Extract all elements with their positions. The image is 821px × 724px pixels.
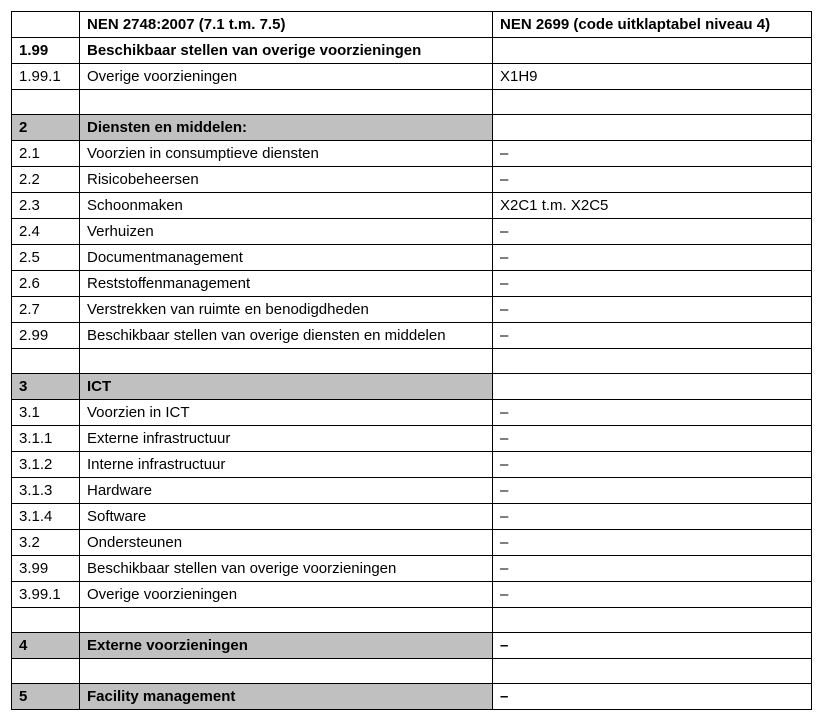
- cell-desc: Software: [80, 504, 493, 530]
- table-row: [12, 141, 812, 167]
- cell-code: 2.7: [12, 297, 80, 323]
- cell-desc: Risicobeheersen: [80, 167, 493, 193]
- cell-nen: –: [493, 323, 812, 349]
- table-row: [12, 245, 812, 271]
- cell-desc: Beschikbaar stellen van overige diensten en middelen: [80, 323, 493, 349]
- spacer-row: [12, 659, 812, 684]
- cell-desc: Diensten en middelen:: [80, 115, 493, 141]
- cell-desc: ICT: [80, 374, 493, 400]
- table-row: [12, 426, 812, 452]
- cell-desc: Verstrekken van ruimte en benodigdheden: [80, 297, 493, 323]
- cell-nen: –: [493, 271, 812, 297]
- cell-code: 2.4: [12, 219, 80, 245]
- cell-desc: Ondersteunen: [80, 530, 493, 556]
- cell-desc: Beschikbaar stellen van overige voorzieningen: [80, 38, 493, 64]
- header-code: [12, 12, 80, 38]
- cell-nen: X2C1 t.m. X2C5: [493, 193, 812, 219]
- section-row: [12, 633, 812, 659]
- nen-mapping-table: [11, 11, 812, 710]
- table-row: [12, 452, 812, 478]
- cell-code: 1.99: [12, 38, 80, 64]
- table-row: [12, 219, 812, 245]
- cell-code: 2.99: [12, 323, 80, 349]
- table-row: [12, 556, 812, 582]
- table-row: [12, 530, 812, 556]
- spacer-row: [12, 608, 812, 633]
- table-row: [12, 64, 812, 90]
- cell-nen: –: [493, 452, 812, 478]
- spacer-row: [12, 349, 812, 374]
- table-row: [12, 297, 812, 323]
- cell-desc: Voorzien in ICT: [80, 400, 493, 426]
- cell-desc: Externe infrastructuur: [80, 426, 493, 452]
- cell-nen: –: [493, 504, 812, 530]
- table-row: [12, 323, 812, 349]
- cell-nen: [493, 659, 812, 684]
- cell-nen: –: [493, 141, 812, 167]
- spacer-row: [12, 90, 812, 115]
- cell-code: [12, 349, 80, 374]
- cell-desc: Overige voorzieningen: [80, 582, 493, 608]
- table-row: [12, 38, 812, 64]
- cell-code: 2.3: [12, 193, 80, 219]
- cell-nen: –: [493, 245, 812, 271]
- section-row: [12, 115, 812, 141]
- cell-desc: Facility management: [80, 684, 493, 710]
- cell-nen: X1H9: [493, 64, 812, 90]
- cell-code: 3.99.1: [12, 582, 80, 608]
- cell-code: 4: [12, 633, 80, 659]
- cell-nen: –: [493, 530, 812, 556]
- cell-desc: [80, 659, 493, 684]
- cell-nen: –: [493, 582, 812, 608]
- cell-code: 2.2: [12, 167, 80, 193]
- table-row: [12, 167, 812, 193]
- cell-code: 3: [12, 374, 80, 400]
- cell-code: [12, 659, 80, 684]
- cell-code: 2.5: [12, 245, 80, 271]
- cell-desc: [80, 349, 493, 374]
- cell-code: 3.1.1: [12, 426, 80, 452]
- cell-nen: –: [493, 167, 812, 193]
- cell-desc: Schoonmaken: [80, 193, 493, 219]
- cell-nen: [493, 90, 812, 115]
- cell-code: 1.99.1: [12, 64, 80, 90]
- header-nen2748: NEN 2748:2007 (7.1 t.m. 7.5): [80, 12, 493, 38]
- cell-desc: [80, 608, 493, 633]
- table-row: [12, 400, 812, 426]
- cell-code: 3.1.3: [12, 478, 80, 504]
- table-row: [12, 271, 812, 297]
- cell-desc: Interne infrastructuur: [80, 452, 493, 478]
- cell-nen: [493, 38, 812, 64]
- cell-nen: –: [493, 684, 812, 710]
- cell-desc: Voorzien in consumptieve diensten: [80, 141, 493, 167]
- section-row: [12, 374, 812, 400]
- cell-nen: –: [493, 556, 812, 582]
- cell-desc: Reststoffenmanagement: [80, 271, 493, 297]
- cell-nen: –: [493, 633, 812, 659]
- cell-code: 3.1: [12, 400, 80, 426]
- table-row: [12, 504, 812, 530]
- header-nen2699: NEN 2699 (code uitklaptabel niveau 4): [493, 12, 812, 38]
- cell-nen: [493, 374, 812, 400]
- cell-nen: –: [493, 426, 812, 452]
- cell-code: [12, 608, 80, 633]
- cell-code: [12, 90, 80, 115]
- cell-code: 5: [12, 684, 80, 710]
- cell-nen: –: [493, 297, 812, 323]
- cell-nen: [493, 608, 812, 633]
- table-row: [12, 582, 812, 608]
- cell-code: 3.1.2: [12, 452, 80, 478]
- cell-desc: Overige voorzieningen: [80, 64, 493, 90]
- cell-code: 2: [12, 115, 80, 141]
- cell-nen: –: [493, 478, 812, 504]
- cell-nen: [493, 349, 812, 374]
- cell-desc: [80, 90, 493, 115]
- table-row: [12, 193, 812, 219]
- cell-code: 3.1.4: [12, 504, 80, 530]
- table-header-row: [12, 12, 812, 38]
- cell-desc: Externe voorzieningen: [80, 633, 493, 659]
- table-row: [12, 478, 812, 504]
- cell-code: 2.6: [12, 271, 80, 297]
- cell-nen: –: [493, 219, 812, 245]
- cell-desc: Beschikbaar stellen van overige voorzieningen: [80, 556, 493, 582]
- cell-code: 3.2: [12, 530, 80, 556]
- cell-nen: –: [493, 400, 812, 426]
- cell-desc: Verhuizen: [80, 219, 493, 245]
- section-row: [12, 684, 812, 710]
- cell-desc: Hardware: [80, 478, 493, 504]
- cell-code: 2.1: [12, 141, 80, 167]
- cell-code: 3.99: [12, 556, 80, 582]
- cell-desc: Documentmanagement: [80, 245, 493, 271]
- cell-nen: [493, 115, 812, 141]
- table-body: [12, 38, 812, 710]
